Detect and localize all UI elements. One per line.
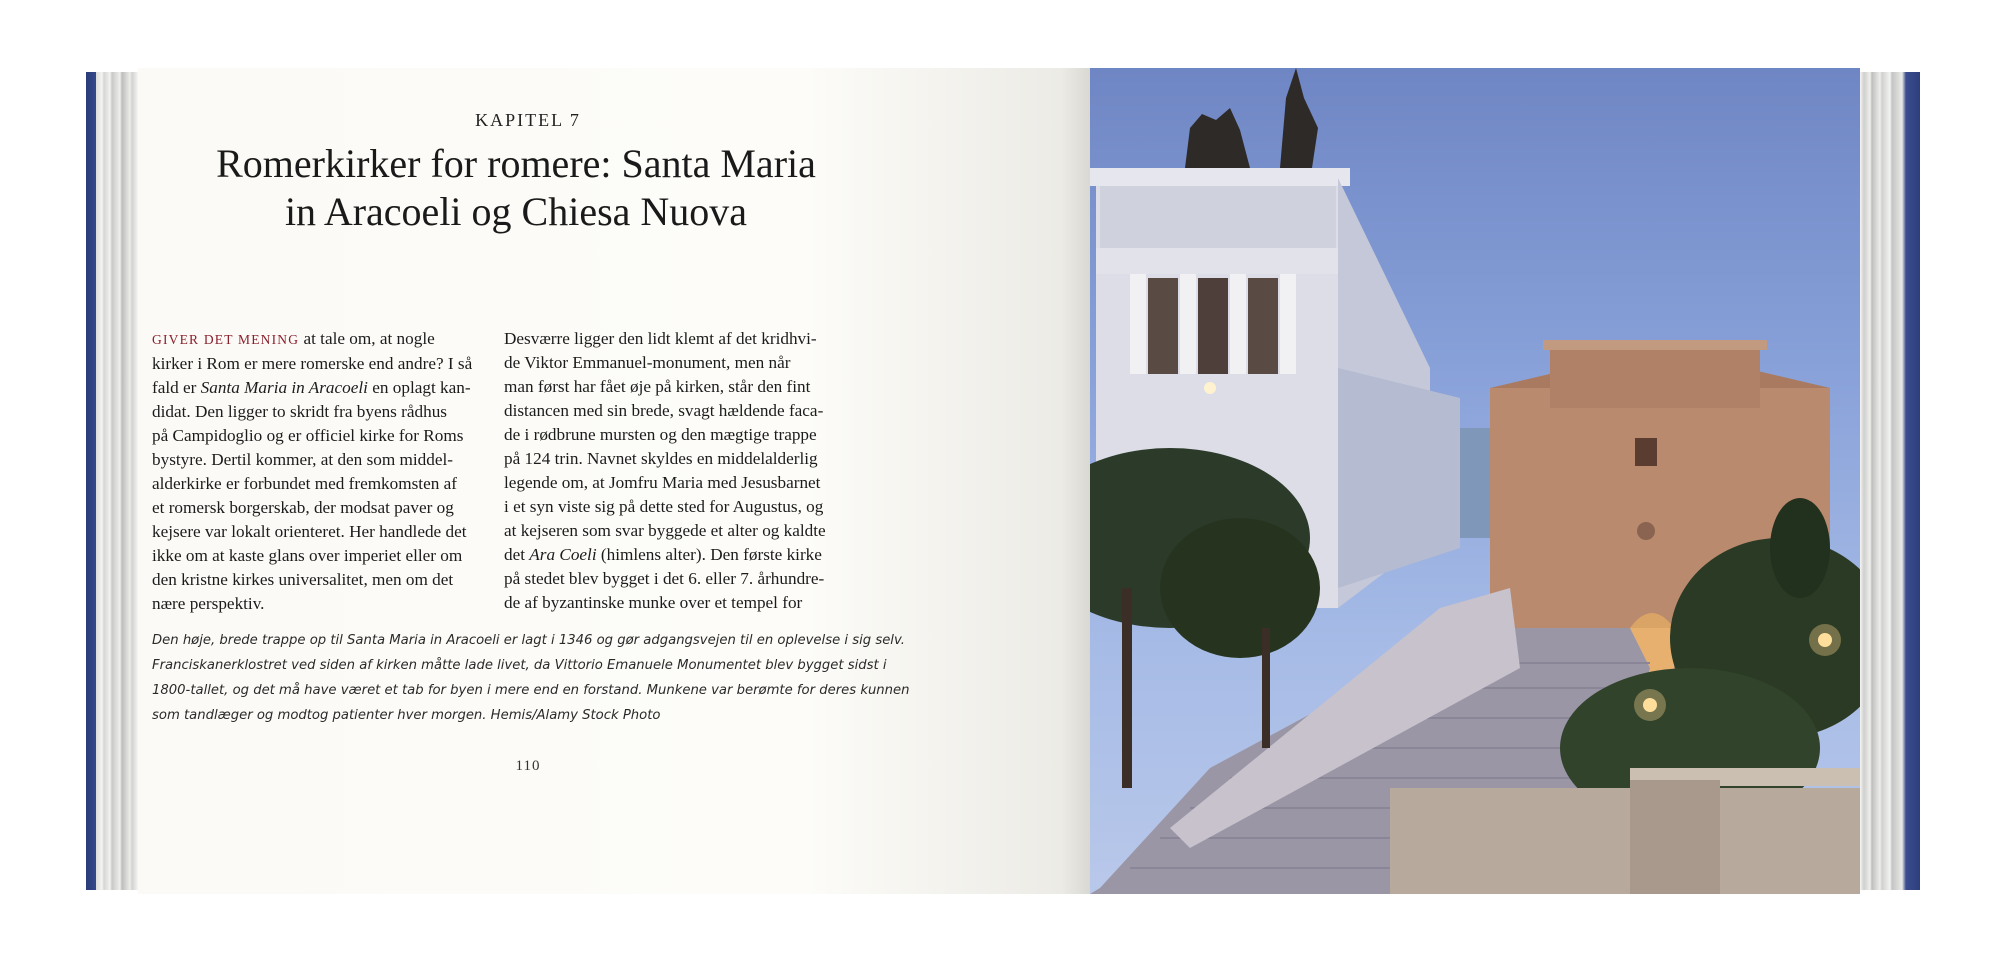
chapter-title [210,140,822,236]
caption-line: 1800-tallet, og det må have været et tab for byen i mere end en forstand. Munkene var berømte for deres kunnen [152,683,910,698]
text-line: de Viktor Emmanuel-monument, men når [504,353,791,372]
text-line: GIVER DET MENING at tale om, at nogle [152,329,435,348]
text-line: distancen med sin brede, svagt hældende faca- [504,401,824,420]
text-line: at kejseren som svar byggede et alter og kaldte [504,521,826,540]
lead-in: GIVER DET MENING [152,332,300,347]
text-line: det Ara Coeli (himlens alter). Den første kirke [504,545,822,564]
text-line: ikke om at kaste glans over imperiet eller om [152,546,463,565]
church-name-italic: Santa Maria in Aracoeli [200,378,368,397]
chapter-title-line-2: in Aracoeli og Chiesa Nuova [284,189,748,234]
text-line: på stedet blev bygget i det 6. eller 7. århundre- [504,569,825,588]
body-column-2 [504,327,836,615]
caption-line: som tandlæger og modtog patienter hver morgen. Hemis/Alamy Stock Photo [152,708,661,723]
text-line: et romersk borgerskab, der modsat paver og [152,498,454,517]
photo-caption [152,628,910,728]
text-line: fald er Santa Maria in Aracoeli en oplagt kan- [152,378,471,397]
text-line: i et syn viste sig på dette sted for Augustus, og [504,497,824,516]
text-line: den kristne kirkes universalitet, men om det [152,570,454,589]
ara-coeli-italic: Ara Coeli [529,545,597,564]
text-line: de af byzantinske munke over et tempel for [504,593,803,612]
photo-illustration [1090,68,1860,894]
text-line: legende om, at Jomfru Maria med Jesusbarnet [504,473,821,492]
body-column-1 [152,327,484,616]
text-line: kejsere var lokalt orienteret. Her handlede det [152,522,467,541]
text-line: didat. Den ligger to skridt fra byens rådhus [152,402,447,421]
page-edges-right [1860,72,1920,890]
text-line: alderkirke er forbundet med fremkomsten af [152,474,457,493]
text-line: bystyre. Dertil kommer, at den som middel- [152,450,453,469]
text-line: Desværre ligger den lidt klemt af det kridhvi- [504,329,817,348]
text-line: kirker i Rom er mere romerske end andre? I så [152,354,473,373]
text-line: man først har fået øje på kirken, står den fint [504,377,811,396]
chapter-label: KAPITEL 7 [475,110,581,130]
chapter-title-line-1: Romerkirker for romere: Santa Maria [216,141,816,186]
caption-line: Den høje, brede trappe op til Santa Maria in Aracoeli er lagt i 1346 og gør adgangsvejen til en oplevelse i sig selv. [152,633,905,648]
page-number: 110 [515,758,541,774]
text-line: på 124 trin. Navnet skyldes en middelalderlig [504,449,818,468]
text-line: på Campidoglio og er officiel kirke for Roms [152,426,464,445]
text-line: de i rødbrune mursten og den mægtige trappe [504,425,817,444]
caption-line: Franciskanerklostret ved siden af kirken måtte lade livet, da Vittorio Emanuele Monumentet blev bygget sidst i [152,658,887,673]
text-line: nære perspektiv. [152,594,265,613]
photo-santa-maria-in-aracoeli [1090,68,1860,894]
